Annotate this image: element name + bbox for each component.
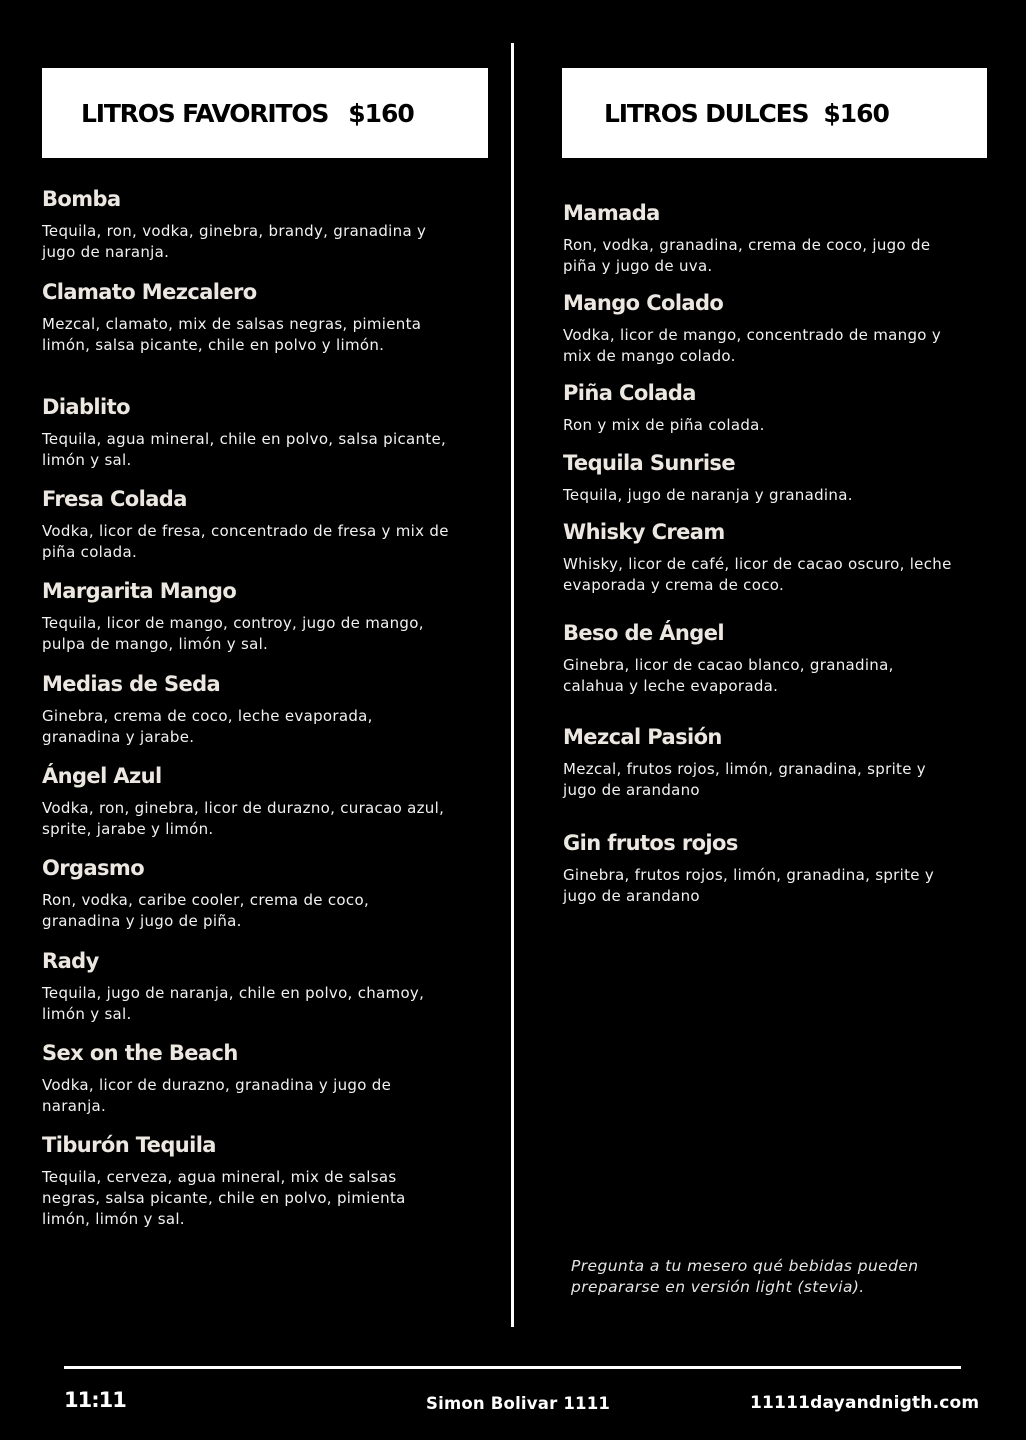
drink-description: Tequila, licor de mango, controy, jugo de mango, pulpa de mango, limón y sal.: [42, 614, 424, 653]
footer-brand: 11:11: [64, 1388, 126, 1412]
drink-item: [563, 830, 953, 907]
drink-description: Vodka, licor de fresa, concentrado de fresa y mix de piña colada.: [42, 522, 449, 561]
section-header-dulces: [562, 68, 987, 158]
drink-item: [563, 380, 953, 436]
drink-name: Beso de Ángel: [563, 621, 724, 645]
drink-name: Margarita Mango: [42, 579, 237, 603]
drink-name: Fresa Colada: [42, 487, 187, 511]
drink-description: Mezcal, frutos rojos, limón, granadina, sprite y jugo de arandano: [563, 760, 926, 799]
footer-address: Simon Bolivar 1111: [426, 1394, 611, 1413]
drink-item: [42, 279, 452, 356]
drink-description: Vodka, licor de durazno, granadina y jugo de naranja.: [42, 1076, 392, 1115]
drink-description: Ginebra, crema de coco, leche evaporada, granadina y jarabe.: [42, 707, 373, 746]
drink-description: Tequila, jugo de naranja y granadina.: [563, 486, 853, 504]
drink-name: Ángel Azul: [42, 764, 162, 788]
drink-name: Orgasmo: [42, 856, 145, 880]
drink-name: Medias de Seda: [42, 672, 221, 696]
column-divider: [511, 43, 514, 1327]
drink-name: Sex on the Beach: [42, 1041, 238, 1065]
drink-name: Piña Colada: [563, 381, 696, 405]
drink-name: Tiburón Tequila: [42, 1133, 216, 1157]
drink-name: Bomba: [42, 187, 121, 211]
drink-item: [563, 519, 953, 596]
drink-item: [42, 1132, 452, 1230]
drink-item: [42, 948, 452, 1025]
section-header-favoritos: [42, 68, 488, 158]
drink-item: [42, 186, 452, 263]
drink-description: Vodka, licor de mango, concentrado de mango y mix de mango colado.: [563, 326, 941, 365]
drink-name: Whisky Cream: [563, 520, 725, 544]
drink-description: Ginebra, frutos rojos, limón, granadina, sprite y jugo de arandano: [563, 866, 935, 905]
drink-description: Ron y mix de piña colada.: [563, 416, 765, 434]
light-version-note: Pregunta a tu mesero qué bebidas pueden prepararse en versión light (stevia).: [571, 1257, 919, 1296]
drink-item: [563, 724, 953, 801]
drink-description: Whisky, licor de café, licor de cacao oscuro, leche evaporada y crema de coco.: [563, 555, 952, 594]
section-title: LITROS DULCES: [604, 98, 809, 128]
drink-item: [42, 486, 452, 563]
drink-description: Vodka, ron, ginebra, licor de durazno, curacao azul, sprite, jarabe y limón.: [42, 799, 445, 838]
drink-item: [42, 394, 452, 471]
drink-name: Rady: [42, 949, 99, 973]
section-price: $160: [348, 98, 414, 128]
section-title: LITROS FAVORITOS: [81, 98, 329, 128]
drink-description: Ginebra, licor de cacao blanco, granadina, calahua y leche evaporada.: [563, 656, 894, 695]
drink-name: Mamada: [563, 201, 660, 225]
drink-item: [42, 1040, 452, 1117]
drink-item: [563, 620, 953, 697]
drink-item: [563, 290, 953, 367]
drink-name: Gin frutos rojos: [563, 831, 738, 855]
drink-item: [42, 763, 452, 840]
drink-description: Tequila, cerveza, agua mineral, mix de salsas negras, salsa picante, chile en polvo, pimienta limón, limón y sal.: [42, 1168, 406, 1228]
drink-description: Mezcal, clamato, mix de salsas negras, pimienta limón, salsa picante, chile en polvo y limón.: [42, 315, 422, 354]
section-price: $160: [823, 98, 889, 128]
drink-description: Ron, vodka, caribe cooler, crema de coco, granadina y jugo de piña.: [42, 891, 370, 930]
drink-item: [42, 578, 452, 655]
drink-description: Tequila, agua mineral, chile en polvo, salsa picante, limón y sal.: [42, 430, 447, 469]
drink-name: Diablito: [42, 395, 130, 419]
drink-item: [42, 671, 452, 748]
drink-item: [563, 450, 953, 506]
footer-website: 11111dayandnigth.com: [750, 1393, 980, 1413]
drink-item: [563, 200, 953, 277]
drink-description: Tequila, jugo de naranja, chile en polvo, chamoy, limón y sal.: [42, 984, 425, 1023]
drink-item: [42, 855, 452, 932]
drink-name: Clamato Mezcalero: [42, 280, 257, 304]
drink-description: Tequila, ron, vodka, ginebra, brandy, granadina y jugo de naranja.: [42, 222, 427, 261]
drink-name: Mezcal Pasión: [563, 725, 722, 749]
drink-name: Tequila Sunrise: [563, 451, 735, 475]
drink-description: Ron, vodka, granadina, crema de coco, jugo de piña y jugo de uva.: [563, 236, 931, 275]
footer-divider: [64, 1366, 961, 1369]
drink-name: Mango Colado: [563, 291, 724, 315]
